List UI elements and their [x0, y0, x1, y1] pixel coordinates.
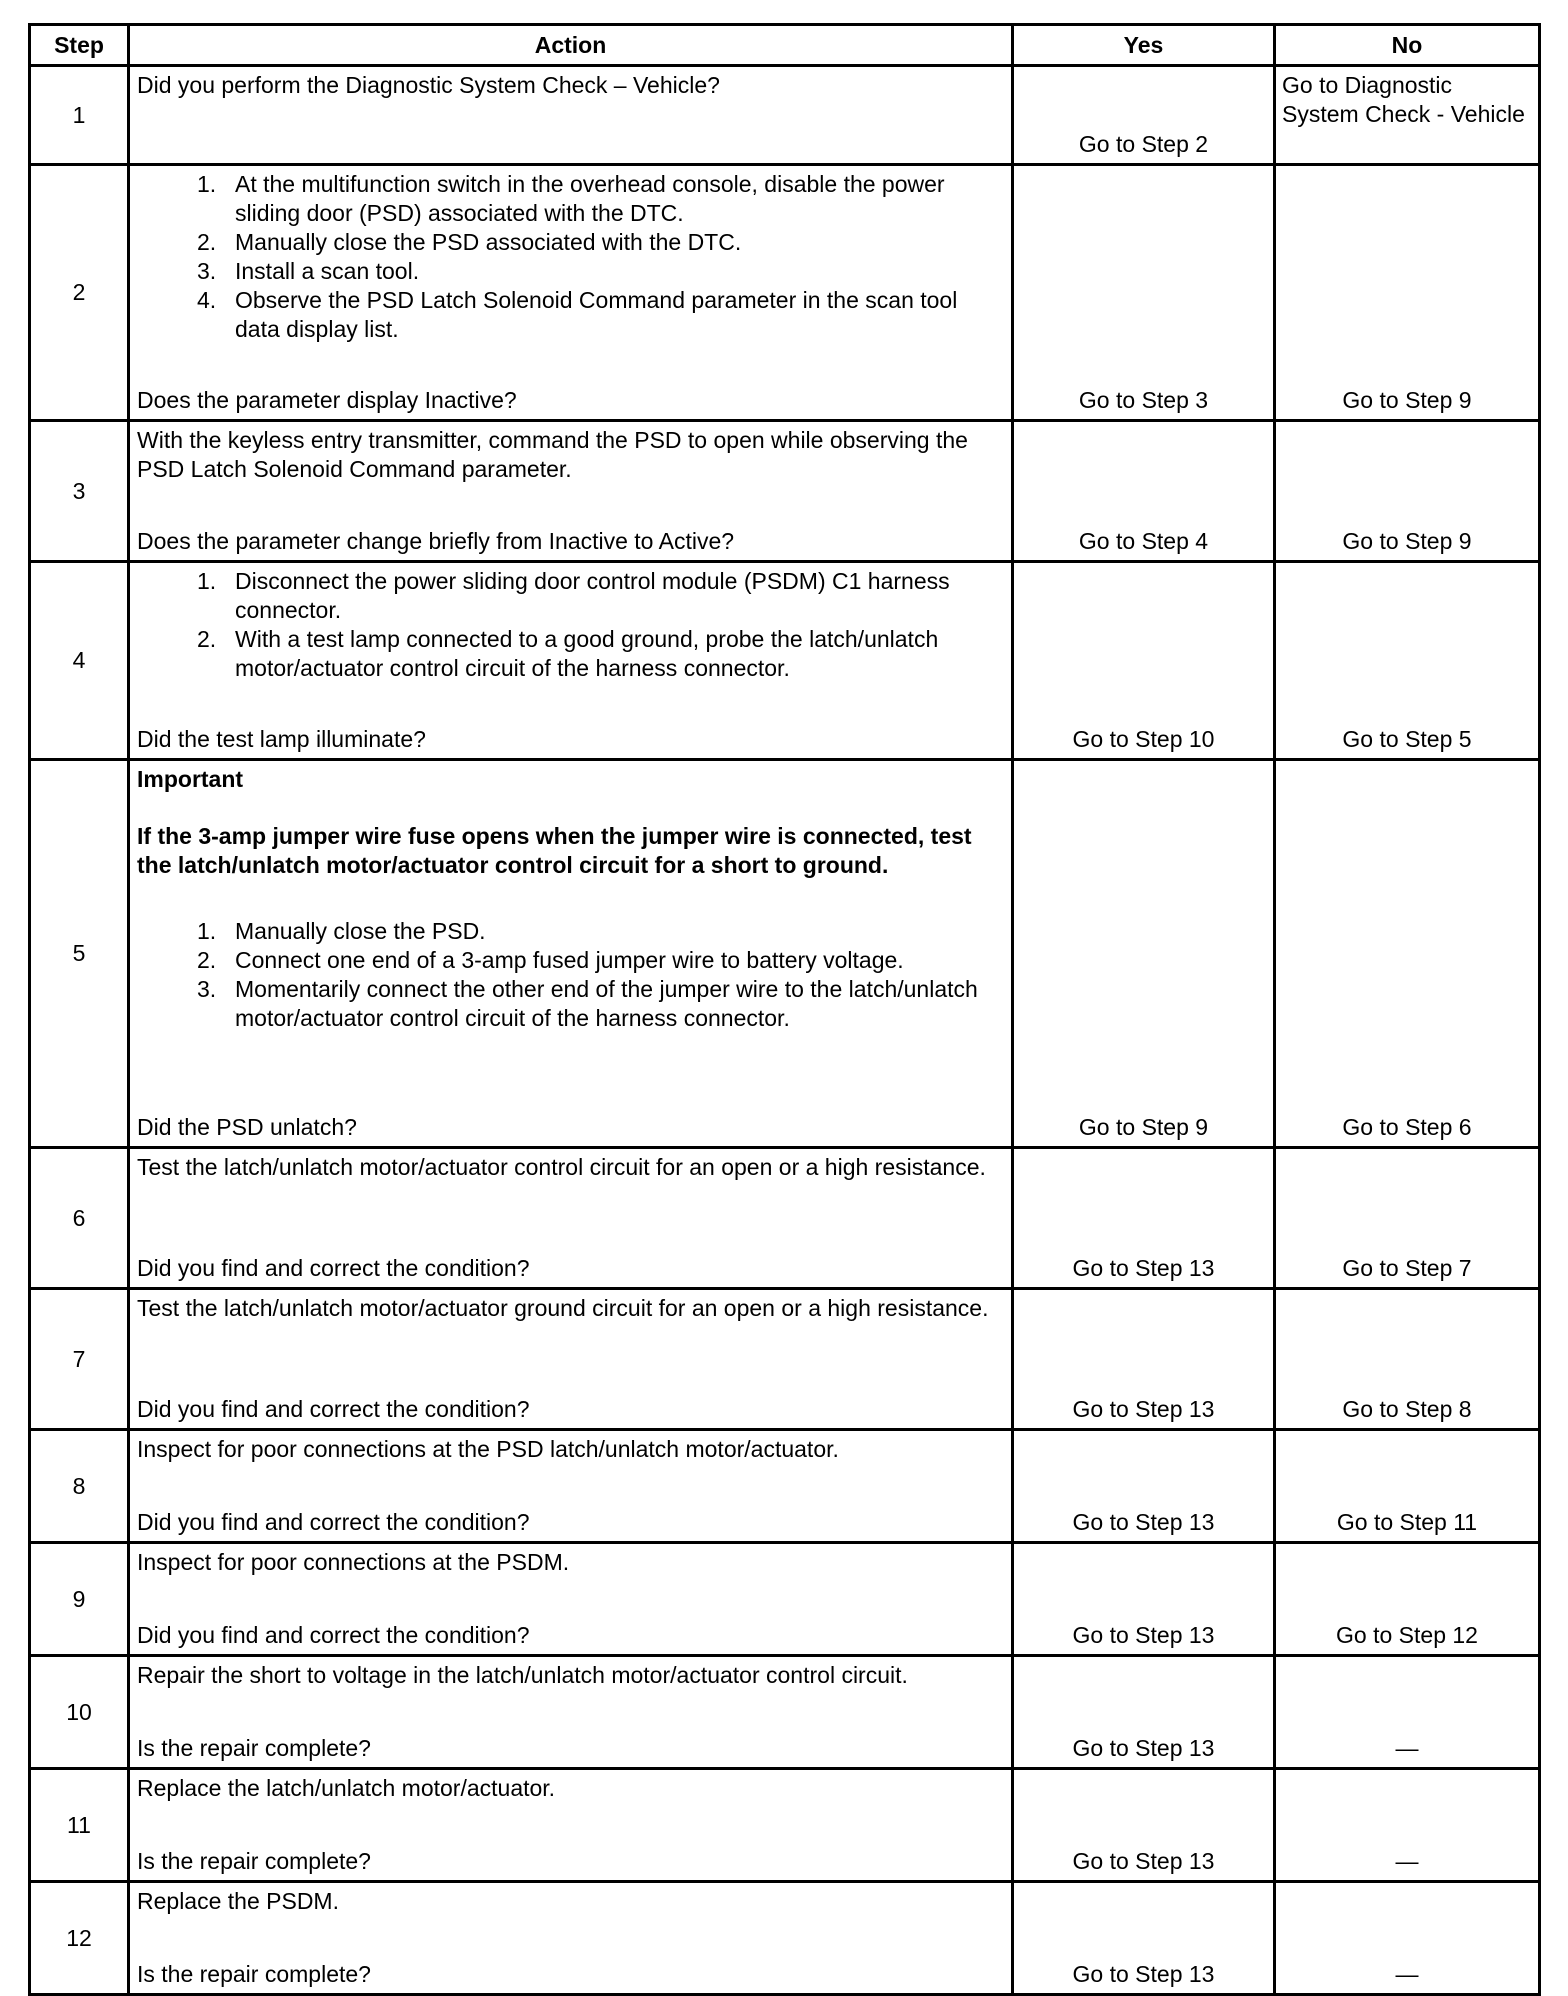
step-number: 5	[30, 760, 129, 1148]
step-number: 11	[30, 1769, 129, 1882]
action-text: Test the latch/unlatch motor/actuator control circuit for an open or a high resistance.	[137, 1154, 986, 1180]
action-text: Inspect for poor connections at the PSD latch/unlatch motor/actuator.	[137, 1436, 839, 1462]
important-title: Important	[137, 766, 244, 792]
question-text: Is the repair complete?	[137, 1848, 371, 1874]
no-cell[interactable]: Go to Step 9	[1275, 421, 1540, 562]
yes-cell[interactable]: Go to Step 13	[1013, 1430, 1275, 1543]
step-number: 2	[30, 165, 129, 421]
yes-cell[interactable]: Go to Step 13	[1013, 1289, 1275, 1430]
question-text: Does the parameter display Inactive?	[137, 387, 517, 413]
instruction-item: 1. Disconnect the power sliding door control module (PSDM) C1 harness connector.	[197, 568, 950, 623]
question-text: Did the test lamp illuminate?	[137, 726, 426, 752]
yes-cell[interactable]: Go to Step 13	[1013, 1543, 1275, 1656]
table-row	[30, 562, 1540, 760]
no-cell[interactable]: Go to Step 7	[1275, 1148, 1540, 1289]
table-row	[30, 1656, 1540, 1769]
action-cell	[129, 1882, 1013, 1995]
question-text: Did you find and correct the condition?	[137, 1396, 530, 1422]
action-cell	[129, 1148, 1013, 1289]
header-row	[30, 25, 1540, 66]
diagnostic-table	[28, 23, 1541, 1996]
yes-cell[interactable]: Go to Step 9	[1013, 760, 1275, 1148]
action-cell	[129, 1430, 1013, 1543]
action-text: Replace the PSDM.	[137, 1888, 339, 1914]
action-text: Test the latch/unlatch motor/actuator ground circuit for an open or a high resistance.	[137, 1295, 989, 1321]
question-text: Did the PSD unlatch?	[137, 1114, 357, 1140]
no-cell[interactable]: Go to Step 9	[1275, 165, 1540, 421]
table-row	[30, 1769, 1540, 1882]
question-text: Did you find and correct the condition?	[137, 1509, 530, 1535]
action-text: With the keyless entry transmitter, command the PSD to open while observing the PSD Latch Solenoid Command parameter.	[137, 427, 968, 482]
table-row	[30, 421, 1540, 562]
table-row	[30, 1882, 1540, 1995]
instruction-item: 2. Connect one end of a 3-amp fused jumper wire to battery voltage.	[197, 947, 904, 973]
yes-cell[interactable]: Go to Step 13	[1013, 1882, 1275, 1995]
instruction-item: 4. Observe the PSD Latch Solenoid Command parameter in the scan tool data display list.	[197, 287, 958, 342]
question-text: Is the repair complete?	[137, 1735, 371, 1761]
instruction-list	[137, 170, 1003, 344]
action-text: Did you perform the Diagnostic System Check – Vehicle?	[137, 72, 720, 98]
action-text: Inspect for poor connections at the PSDM.	[137, 1549, 570, 1575]
action-text: Replace the latch/unlatch motor/actuator.	[137, 1775, 556, 1801]
instruction-item: 3. Install a scan tool.	[197, 258, 420, 284]
no-cell[interactable]: Go to Step 5	[1275, 562, 1540, 760]
action-cell	[129, 66, 1013, 165]
table-row	[30, 1148, 1540, 1289]
step-number: 12	[30, 1882, 129, 1995]
action-cell	[129, 165, 1013, 421]
instruction-item: 1. At the multifunction switch in the overhead console, disable the power sliding door (PSD) associated with the DTC.	[197, 171, 945, 226]
action-cell	[129, 421, 1013, 562]
table-row	[30, 165, 1540, 421]
step-number: 1	[30, 66, 129, 165]
no-cell[interactable]: Go to Diagnostic System Check - Vehicle	[1275, 66, 1540, 165]
instruction-item: 2. With a test lamp connected to a good ground, probe the latch/unlatch motor/actuator control circuit of the harness connector.	[197, 626, 939, 681]
step-number: 4	[30, 562, 129, 760]
header-yes: Yes	[1013, 25, 1275, 66]
important-text: If the 3-amp jumper wire fuse opens when the jumper wire is connected, test the latch/unlatch motor/actuator control circuit for a short to ground.	[137, 823, 972, 878]
step-number: 8	[30, 1430, 129, 1543]
no-cell[interactable]: Go to Step 8	[1275, 1289, 1540, 1430]
no-cell[interactable]: Go to Step 11	[1275, 1430, 1540, 1543]
no-cell: —	[1275, 1656, 1540, 1769]
header-action: Action	[129, 25, 1013, 66]
table-row	[30, 760, 1540, 1148]
step-number: 9	[30, 1543, 129, 1656]
no-cell: —	[1275, 1769, 1540, 1882]
instruction-item: 3. Momentarily connect the other end of the jumper wire to the latch/unlatch motor/actuator control circuit of the harness connector.	[197, 976, 978, 1031]
instruction-item: 2. Manually close the PSD associated with the DTC.	[197, 229, 742, 255]
header-no: No	[1275, 25, 1540, 66]
table-row	[30, 1543, 1540, 1656]
step-number: 10	[30, 1656, 129, 1769]
no-cell[interactable]: Go to Step 12	[1275, 1543, 1540, 1656]
action-text: Repair the short to voltage in the latch/unlatch motor/actuator control circuit.	[137, 1662, 908, 1688]
question-text: Does the parameter change briefly from Inactive to Active?	[137, 528, 735, 554]
yes-cell[interactable]: Go to Step 2	[1013, 66, 1275, 165]
action-cell	[129, 1543, 1013, 1656]
action-cell	[129, 760, 1013, 1148]
instruction-item: 1. Manually close the PSD.	[197, 918, 486, 944]
yes-cell[interactable]: Go to Step 13	[1013, 1148, 1275, 1289]
question-text: Did you find and correct the condition?	[137, 1255, 530, 1281]
table-row	[30, 66, 1540, 165]
instruction-list	[137, 567, 1003, 683]
action-cell	[129, 1769, 1013, 1882]
action-cell	[129, 1289, 1013, 1430]
yes-cell[interactable]: Go to Step 13	[1013, 1656, 1275, 1769]
yes-cell[interactable]: Go to Step 4	[1013, 421, 1275, 562]
question-text: Is the repair complete?	[137, 1961, 371, 1987]
instruction-list	[137, 917, 1003, 1033]
table-row	[30, 1289, 1540, 1430]
step-number: 6	[30, 1148, 129, 1289]
no-cell[interactable]: Go to Step 6	[1275, 760, 1540, 1148]
yes-cell[interactable]: Go to Step 3	[1013, 165, 1275, 421]
action-cell	[129, 562, 1013, 760]
yes-cell[interactable]: Go to Step 10	[1013, 562, 1275, 760]
table-row	[30, 1430, 1540, 1543]
yes-cell[interactable]: Go to Step 13	[1013, 1769, 1275, 1882]
header-step: Step	[30, 25, 129, 66]
step-number: 7	[30, 1289, 129, 1430]
step-number: 3	[30, 421, 129, 562]
action-cell	[129, 1656, 1013, 1769]
no-cell: —	[1275, 1882, 1540, 1995]
question-text: Did you find and correct the condition?	[137, 1622, 530, 1648]
